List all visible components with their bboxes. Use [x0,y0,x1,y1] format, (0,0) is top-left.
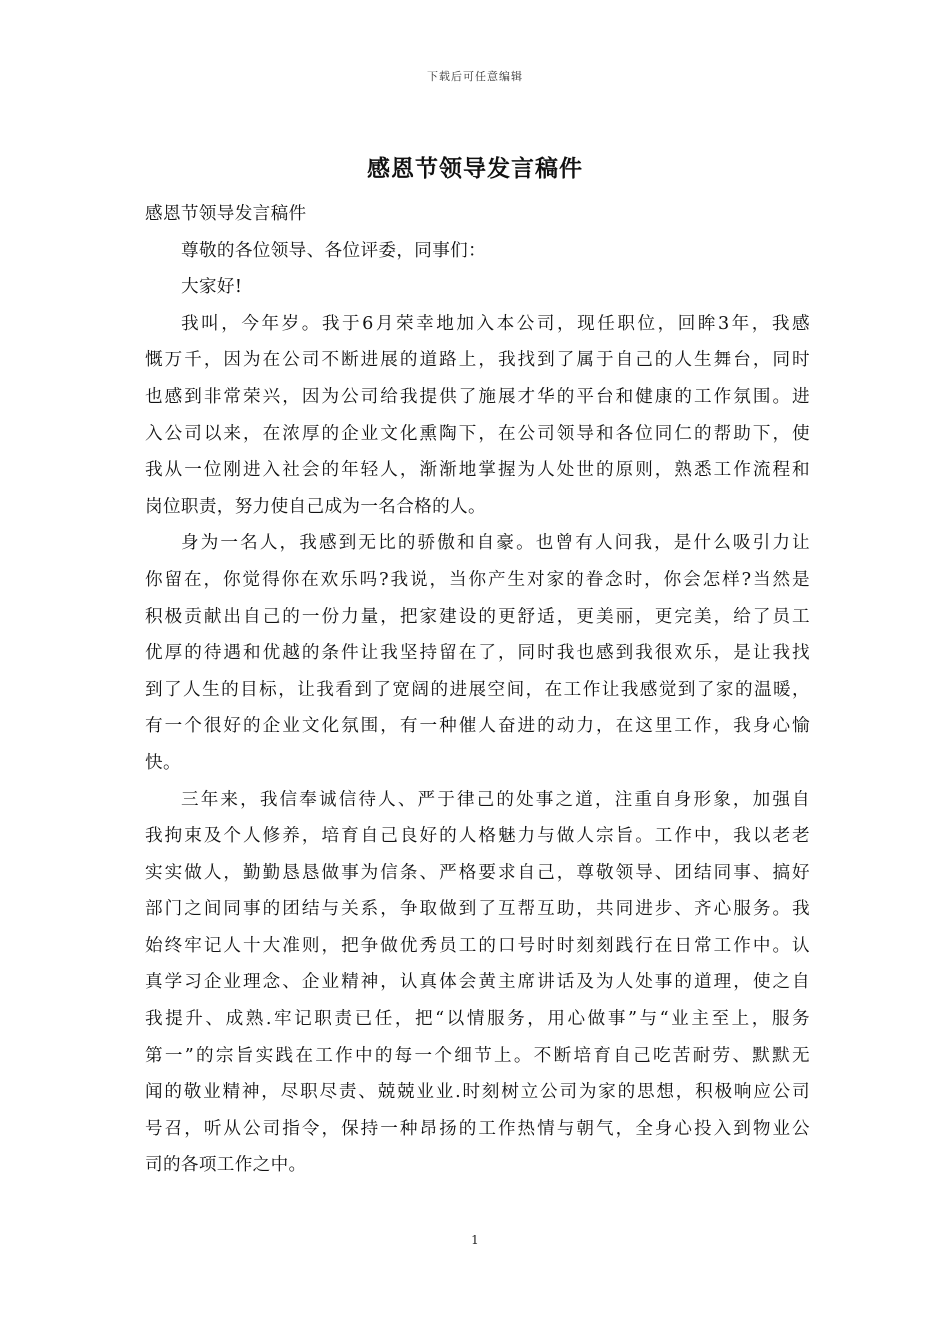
salutation-line: 尊敬的各位领导、各位评委，同事们： [181,240,487,261]
paragraph-3-line: 我拘束及个人修养，培育自己良好的人格魅力与做人宗旨。工作中，我以老老 [145,826,810,847]
paragraph-2-line: 有一个很好的企业文化氛围，有一种催人奋进的动力，在这里工作，我身心愉 [145,716,810,737]
paragraph-1-line: 岗位职责，努力使自己成为一名合格的人。 [145,496,486,517]
paragraph-1-line: 入公司以来，在浓厚的企业文化熏陶下，在公司领导和各位同仁的帮助下，使 [145,423,810,444]
paragraph-3-line: 司的各项工作之中。 [145,1155,307,1176]
paragraph-2-line: 你留在，你觉得你在欢乐吗?我说，当你产生对家的眷念时，你会怎样?当然是 [145,569,810,590]
paragraph-2-line: 优厚的待遇和优越的条件让我坚持留在了，同时我也感到我很欢乐，是让我找 [145,643,810,664]
greeting-line: 大家好! [181,277,243,298]
paragraph-3-line: 真学习企业理念、企业精神，认真体会黄主席讲话及为人处事的道理，使之自 [145,972,810,993]
paragraph-2-line: 快。 [145,752,181,773]
document-body [145,196,810,1184]
paragraph-3-line: 三年来，我信奉诚信待人、严于律己的处事之道，注重自身形象，加强自 [181,789,810,810]
page-number: 1 [471,1233,479,1247]
document-title: 感恩节领导发言稿件 [367,155,583,182]
paragraph-2-line: 积极贡献出自己的一份力量，把家建设的更舒适，更美丽，更完美，给了员工 [145,606,810,627]
paragraph-3-line: 闻的敬业精神，尽职尽责、兢兢业业.时刻树立公司为家的思想，积极响应公司 [145,1082,810,1103]
paragraph-2-line: 身为一名人，我感到无比的骄傲和自豪。也曾有人问我，是什么吸引力让 [181,533,810,554]
paragraph-3-line: 部门之间同事的团结与关系，争取做到了互帮互助，共同进步、齐心服务。我 [145,899,810,920]
header-note: 下载后可任意编辑 [427,70,523,83]
paragraph-1-line: 我叫，今年岁。我于6月荣幸地加入本公司，现任职位，回眸3年，我感 [181,313,810,334]
paragraph-3-line: 我提升、成熟.牢记职责已任，把“以情服务，用心做事”与“业主至上，服务 [145,1009,810,1030]
paragraph-1-line: 我从一位刚进入社会的年轻人，渐渐地掌握为人处世的原则，熟悉工作流程和 [145,460,810,481]
paragraph-3-line: 第一”的宗旨实践在工作中的每一个细节上。不断培育自己吃苦耐劳、默默无 [145,1045,810,1066]
subtitle-line: 感恩节领导发言稿件 [145,204,307,224]
paragraph-1-line: 慨万千，因为在公司不断进展的道路上，我找到了属于自己的人生舞台，同时 [145,350,810,371]
paragraph-1-line: 也感到非常荣兴，因为公司给我提供了施展才华的平台和健康的工作氛围。进 [145,386,810,407]
paragraph-2-line: 到了人生的目标，让我看到了宽阔的进展空间，在工作让我感觉到了家的温暖， [145,679,810,700]
paragraph-3-line: 实实做人，勤勤恳恳做事为信条、严格要求自己，尊敬领导、团结同事、搞好 [145,862,810,883]
paragraph-3-line: 始终牢记人十大准则，把争做优秀员工的口号时时刻刻践行在日常工作中。认 [145,935,810,956]
paragraph-3-line: 号召，听从公司指令，保持一种昂扬的工作热情与朝气，全身心投入到物业公 [145,1118,810,1139]
